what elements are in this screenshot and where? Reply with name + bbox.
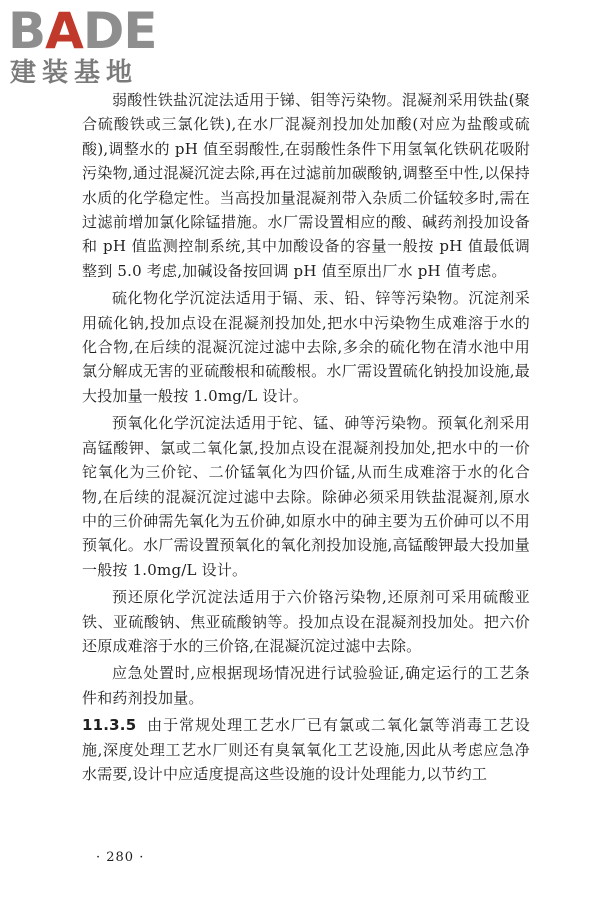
paragraph-emergency-test: 应急处置时,应根据现场情况进行试验验证,确定运行的工艺条件和药剂投加量。 <box>82 664 530 707</box>
paragraph-preoxidation: 预氧化化学沉淀法适用于铊、锰、砷等污染物。预氧化剂采用高锰酸钾、氯或二氧化氯,投加点设在混凝剂投加处,把水中的一价铊氧化为三价铊、二价锰氧化为四价锰,从而生成难溶于水的化合物,在后续的混凝沉淀过滤中去除。除砷必须采用铁盐混凝剂,原水中的三价砷需先氧化为五价砷,如原水中的砷主要为五价砷可以不用预氧化。水厂需设置预氧化的氧化剂投加设施,高锰酸钾最大投加量一般按 1.0mg/L 设计。 <box>82 414 530 579</box>
paragraph-weak-acid-iron: 弱酸性铁盐沉淀法适用于锑、钼等污染物。混凝剂采用铁盐(聚合硫酸铁或三氯化铁),在水厂混凝剂投加处加酸(对应为盐酸或硫酸),调整水的 pH 值至弱酸性,在弱酸性条件下用氢氧化铁矾花吸附污染物,通过混凝沉淀去除,再在过滤前加碳酸钠,调整至中性,以保持水质的化学稳定性。当高投加量混凝剂带入杂质二价锰较多时,需在过滤前增加氯化除锰措施。水厂需设置相应的酸、碱药剂投加设备和 pH 值监测控制系统,其中加酸设备的容量一般按 pH 值最低调整到 5.0 考虑,加碱设备按回调 pH 值至原出厂水 pH 值考虑。 <box>82 91 530 280</box>
clause-number: 11.3.5 <box>82 716 137 735</box>
watermark-logo <box>8 2 178 98</box>
clause-text: 由于常规处理工艺水厂已有氯或二氧化氯等消毒工艺设施,深度处理工艺水厂则还有臭氧氧化工艺设施,因此从考虑应急净水需要,设计中应适度提高这些设施的设计处理能力,以节约工 <box>82 716 530 783</box>
paragraph-sulfide-precipitation: 硫化物化学沉淀法适用于镉、汞、铅、锌等污染物。沉淀剂采用硫化钠,投加点设在混凝剂投加处,把水中污染物生成难溶于水的化合物,在后续的混凝沉淀过滤中去除,多余的硫化物在清水池中用氯分解成无害的亚硫酸根和硫酸根。水厂需设置硫化钠投加设施,最大投加量一般按 1.0mg/L 设计。 <box>82 289 530 405</box>
watermark-brand: BADE <box>8 2 157 60</box>
clause-11-3-5 <box>82 713 530 786</box>
paragraph-prereduction: 预还原化学沉淀法适用于六价铬污染物,还原剂可采用硫酸亚铁、亚硫酸钠、焦亚硫酸钠等。投加点设在混凝剂投加处。把六价还原成难溶于水的三价铬,在混凝沉淀过滤中去除。 <box>82 588 530 655</box>
page-body <box>82 88 530 786</box>
page-number: · 280 · <box>96 850 145 865</box>
watermark-subtitle: 建装基地 <box>10 58 139 88</box>
